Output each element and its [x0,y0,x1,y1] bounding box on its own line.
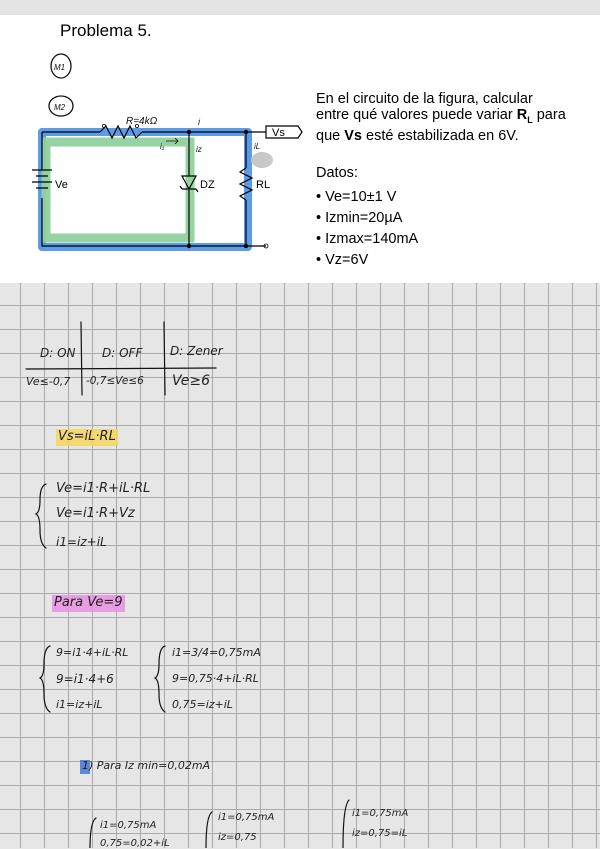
bottom-left-1: i1=0,75mA [100,820,157,831]
bottom-mid-2: iz=0,75 [218,832,257,843]
brace-system2-left [40,646,50,712]
brace-system1 [36,484,46,548]
dato-vz: • Vz=6V [316,250,418,271]
dato-ve: • Ve=10±1 V [316,187,418,208]
resistor-r-label: R=4kΩ [126,116,158,127]
brace-bottom-left [90,818,96,848]
table-header-zener: D: Zener [170,344,223,358]
system1-line-3: i1=iz+iL [56,535,107,549]
system1-line-1: Ve=i1·R+iL·RL [56,481,151,496]
system2-left-1: 9=i1·4+iL·RL [56,646,129,659]
system1-line-2: Ve=i1·R+Vz [56,506,135,521]
bottom-right-2: iz=0,75=iL [352,828,408,839]
table-cond-zener: Ve≥6 [172,373,211,389]
mesh-m2-label: M2 [54,103,66,112]
table-header-on: D: ON [40,346,76,360]
brace-system2-right [155,646,165,712]
statement-text-3: esté estabilizada en 6V. [361,127,519,144]
table-vline-1 [81,322,82,395]
rl-label: RL [256,179,271,191]
bottom-left-2: 0,75=0,02+iL [100,838,170,849]
current-iz-label: iz [196,145,202,154]
step1-label: 1) Para Iz min=0,02mA [82,759,211,772]
bottom-mid-1: i1=0,75mA [218,812,275,823]
ve-label: Ve [55,179,68,191]
bottom-right-1: i1=0,75mA [352,808,409,819]
table-vline-2 [164,322,165,395]
system2-left-3: i1=iz+iL [56,698,103,711]
statement-text-1: En el circuito de la figura, calcular entre qué valores puede variar [316,91,533,123]
table-hline [26,368,216,369]
dato-izmax: • Izmax=140mA [316,229,418,250]
dz-label: DZ [200,179,215,191]
mesh-m1-label: M1 [54,63,66,72]
current-il-label: iL [254,142,261,151]
system2-right-2: 9=0,75·4+iL·RL [172,672,259,685]
para-ve9-label: Para Ve=9 [54,595,123,610]
vs-label: Vs [272,127,285,139]
brace-bottom-mid [206,812,212,848]
statement-text-2: para que [316,107,566,144]
table-cond-on: Ve≤-0,7 [26,375,71,388]
statement-rl-sub: L [527,114,533,125]
datos-title: Datos: [316,165,358,181]
system2-right-1: i1=3/4=0,75mA [172,646,261,659]
system2-right-3: 0,75=iz+iL [172,698,233,711]
table-header-off: D: OFF [102,346,143,360]
system2-left-2: 9=i1·4+6 [56,672,114,686]
current-i-label: i [198,117,200,127]
statement-vs: Vs [344,127,362,144]
dato-izmin: • Izmin=20µA [316,208,418,229]
statement-rl-main: R [516,107,528,123]
page-title: Problema 5. [60,21,152,40]
current-i1-label: i₁ [160,142,165,151]
vs-equation: Vs=iL·RL [58,429,116,444]
table-cond-off: -0,7≤Ve≤6 [86,375,144,387]
brace-bottom-right [343,800,349,848]
